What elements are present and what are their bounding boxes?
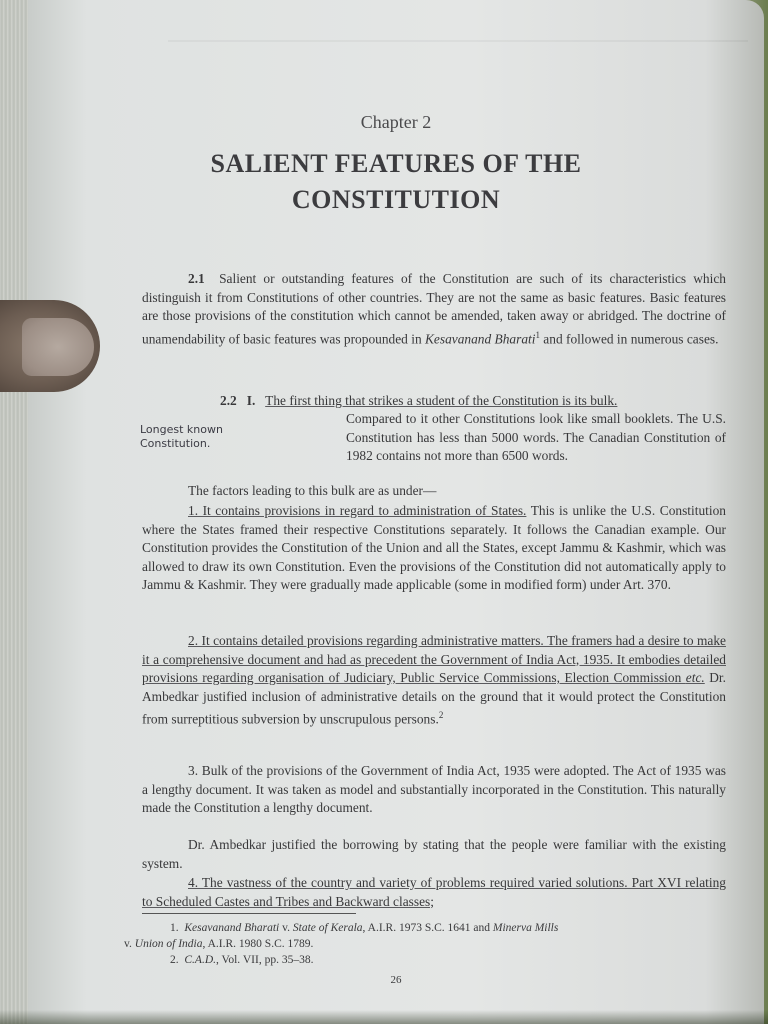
footnote-source: C.A.D. bbox=[184, 954, 216, 966]
item-text: Dr. Ambedkar justified inclusion of administrative details on the ground that it would protect the Constitution from surreptitious subversion by unscrupulous persons. bbox=[142, 670, 726, 727]
footnote-citation: , A.I.R. 1973 S.C. 1641 and bbox=[362, 922, 493, 934]
paragraph-2-2-continued: Compared to it other Constitutions look like small booklets. The U.S. Constitution has less than 5000 words. The Canadian Constitution of 1982 contains not more than 6500 words. bbox=[346, 411, 726, 463]
paragraph-number: 2.2 bbox=[220, 393, 237, 408]
footnote-ref: 1 bbox=[535, 329, 540, 340]
book-page bbox=[28, 0, 764, 1024]
footnote-text: v. bbox=[279, 922, 293, 934]
paragraph-lead: The first thing that strikes a student of the Constitution is its bulk. bbox=[265, 393, 618, 408]
footnote-party: Union of India bbox=[134, 938, 203, 950]
item-4 bbox=[142, 874, 726, 911]
chapter-title-line-1: SALIENT FEATURES OF THE bbox=[210, 149, 582, 178]
footnote-case-2: Minerva Mills bbox=[492, 922, 559, 934]
paragraph-number: 2.1 bbox=[188, 271, 205, 286]
paragraph-text: Salient or outstanding features of the Constitution are such of its characteristics which distinguish it from Constitutions of other countries. They are not the same as basic features. Basic features are those provisions of the constitution which cannot be amended, taken away or abridged. The doctrine of unamendability of basic features was propounded in bbox=[142, 271, 726, 346]
paragraph-2-2 bbox=[142, 392, 726, 411]
handnote-line-2: Constitution. bbox=[140, 437, 211, 450]
thumbnail bbox=[22, 318, 94, 376]
handwritten-margin-note bbox=[140, 423, 250, 451]
footnotes bbox=[124, 920, 728, 968]
chapter-title bbox=[28, 146, 764, 218]
item-lead: 2. It contains detailed provisions regarding administrative matters. The framers had a desire to make it a comprehensive document and had as precedent the Government of India Act, 1935. It embodies detailed provisions regarding organisation of Judiciary, Public Service Commissions, Election Commission bbox=[142, 633, 726, 685]
footnote-citation: , Vol. VII, pp. 35–38. bbox=[216, 954, 314, 966]
factors-intro: The factors leading to this bulk are as under— bbox=[188, 483, 437, 498]
page-number: 26 bbox=[390, 974, 402, 986]
footnote-number: 2. bbox=[170, 954, 179, 966]
footnote-party: State of Kerala bbox=[292, 922, 363, 934]
paragraph-roman: I. bbox=[246, 393, 256, 408]
paragraph-text-end: and followed in numerous cases. bbox=[539, 330, 719, 346]
footnote-ref: 2 bbox=[438, 710, 444, 720]
item-3-ambedkar: Dr. Ambedkar justified the borrowing by stating that the people were familiar with the existing system. bbox=[142, 837, 726, 871]
footnote-1 bbox=[124, 920, 728, 936]
item-2 bbox=[142, 632, 726, 729]
chapter-title-line-2: CONSTITUTION bbox=[291, 185, 501, 214]
item-text: This is unlike the U.S. Constitution where the States framed their respective Constitutions separately. It follows the Canadian example. Our Constitution provides the Constitution of the Union and all the States, except Jammu & Kashmir, which was allowed to draw its own Constitution. Even the provisions of the Constitution did not automatically apply to Jammu & Kashmir. They were gradually made applicable (some in modified form) under Art. 370. bbox=[142, 503, 726, 592]
footnote-1-continued bbox=[124, 936, 728, 952]
item-1 bbox=[142, 502, 726, 595]
item-lead: 1. It contains provisions in regard to administration of States. bbox=[188, 503, 527, 518]
case-name: Kesavanand Bharati bbox=[424, 330, 536, 346]
footnote-case: Kesavanand Bharati bbox=[184, 922, 280, 934]
chapter-label: Chapter 2 bbox=[360, 112, 432, 132]
paragraph-2-1 bbox=[142, 270, 726, 348]
handnote-line-1: Longest known bbox=[140, 423, 223, 436]
bottom-shadow bbox=[0, 1010, 768, 1024]
footnote-number: 1. bbox=[170, 922, 179, 934]
footnote-text: v. bbox=[124, 938, 135, 950]
item-3: 3. Bulk of the provisions of the Government of India Act, 1935 were adopted. The Act of 1935 was a lengthy document. It was taken as model and substantially incorporated in the Constitution. This naturally made the Constitution a lengthy document. bbox=[142, 763, 726, 815]
footnote-citation: , A.I.R. 1980 S.C. 1789. bbox=[202, 938, 314, 950]
item-etc: etc. bbox=[685, 670, 705, 685]
show-through-text bbox=[168, 40, 748, 72]
footnote-2 bbox=[124, 952, 728, 968]
footnote-divider bbox=[142, 913, 356, 914]
item-text: 4. The vastness of the country and variety of problems required varied solutions. Part XVI relating to Scheduled Castes and Tribes and Backward classes; bbox=[142, 875, 726, 909]
